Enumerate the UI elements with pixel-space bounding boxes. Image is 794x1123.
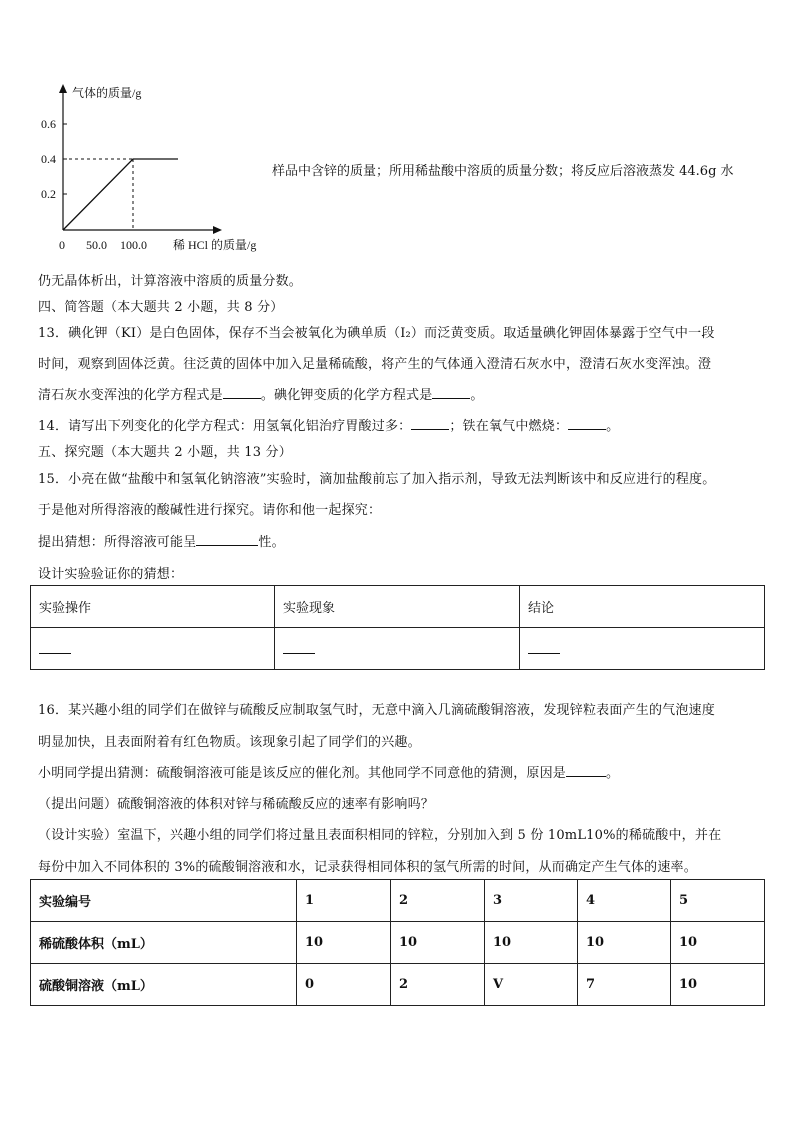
table-cell: 10 <box>671 964 765 1006</box>
question-15-line: 设计实验验证你的猜想： <box>38 567 184 582</box>
question-15-line <box>38 531 285 550</box>
answer-blank[interactable] <box>432 386 470 399</box>
table-cell: 5 <box>671 880 765 922</box>
table-cell <box>31 628 275 670</box>
y-tick-label: 0.4 <box>41 152 56 166</box>
answer-blank[interactable] <box>568 417 606 430</box>
answer-blank[interactable] <box>223 386 261 399</box>
table-cell: 10 <box>297 922 391 964</box>
section-heading: 四、简答题（本大题共 2 小题，共 8 分） <box>38 300 284 315</box>
y-tick-label: 0.6 <box>41 117 56 131</box>
table-cell: 3 <box>485 880 578 922</box>
data-series-line <box>63 159 178 230</box>
answer-blank[interactable] <box>411 417 449 430</box>
table-cell: 10 <box>671 922 765 964</box>
question-16-line: 明显加快，且表面附着有红色物质。该现象引起了同学们的兴趣。 <box>38 735 421 750</box>
x-tick-label: 50.0 <box>86 238 107 252</box>
question-13-line: 13．碘化钾（KI）是白色固体，保存不当会被氧化为碘单质（I₂）而泛黄变质。取适量碘化钾固体暴露于空气中一段 <box>38 326 715 341</box>
answer-blank[interactable] <box>196 533 258 546</box>
text-segment: 提出猜想：所得溶液可能呈 <box>38 535 197 550</box>
answer-blank[interactable] <box>528 640 560 654</box>
table-cell: 0 <box>297 964 391 1006</box>
table-cell: 10 <box>485 922 578 964</box>
table-cell: V <box>485 964 578 1006</box>
x-tick-label: 0 <box>59 238 65 252</box>
experiment-table <box>30 585 765 670</box>
table-cell <box>520 628 765 670</box>
text-segment: 14．请写出下列变化的化学方程式：用氢氧化铝治疗胃酸过多： <box>38 419 412 434</box>
text-segment: ；铁在氧气中燃烧： <box>449 419 569 434</box>
x-axis-arrow <box>213 226 222 234</box>
table-cell <box>275 628 520 670</box>
text-segment: 。 <box>606 419 620 434</box>
text-segment: 。 <box>606 766 620 781</box>
question-16-line: 16．某兴趣小组的同学们在做锌与硫酸反应制取氢气时，无意中滴入几滴硫酸铜溶液，发现锌粒表面产生的气泡速度 <box>38 703 715 718</box>
question-16-line <box>38 762 619 781</box>
table-header-cell: 实验现象 <box>275 586 520 628</box>
table-cell: 10 <box>578 922 671 964</box>
table-cell: 1 <box>297 880 391 922</box>
answer-blank[interactable] <box>566 764 606 777</box>
x-tick-label: 100.0 <box>120 238 147 252</box>
table-cell: 7 <box>578 964 671 1006</box>
section-heading: 五、探究题（本大题共 2 小题，共 13 分） <box>38 445 292 460</box>
table-cell: 2 <box>391 964 485 1006</box>
question-15-line: 15．小亮在做“盐酸中和氢氧化钠溶液”实验时，滴加盐酸前忘了加入指示剂，导致无法判断该中和反应进行的程度。 <box>38 472 716 487</box>
table-cell: 2 <box>391 880 485 922</box>
copper-sulfate-table <box>30 879 765 1006</box>
question-13-line: 时间，观察到固体泛黄。往泛黄的固体中加入足量稀硫酸，将产生的气体通入澄清石灰水中，澄清石灰水变浑浊。澄 <box>38 357 712 372</box>
y-tick-label: 0.2 <box>41 187 56 201</box>
table-cell: 10 <box>391 922 485 964</box>
question-13-line <box>38 384 484 403</box>
answer-blank[interactable] <box>283 640 315 654</box>
table-header-cell: 实验操作 <box>31 586 275 628</box>
question-16-line: 每份中加入不同体积的 3%的硫酸铜溶液和水，记录获得相同体积的氢气所需的时间，从而确定产生气体的速率。 <box>38 860 697 875</box>
text-segment: 清石灰水变浑浊的化学方程式是 <box>38 388 223 403</box>
text-segment: 小明同学提出猜测：硫酸铜溶液可能是该反应的催化剂。其他同学不同意他的猜测，原因是 <box>38 766 567 781</box>
table-cell: 4 <box>578 880 671 922</box>
gas-mass-graph <box>30 82 280 257</box>
question-16-line: （提出问题）硫酸铜溶液的体积对锌与稀硫酸反应的速率有影响吗？ <box>38 797 435 812</box>
table-cell: 实验编号 <box>31 880 297 922</box>
question-15-line: 于是他对所得溶液的酸碱性进行探究。请你和他一起探究： <box>38 503 382 518</box>
text-line: 仍无晶体析出，计算溶液中溶质的质量分数。 <box>38 274 303 289</box>
x-axis-label: 稀 HCl 的质量/g <box>173 238 257 252</box>
table-header-cell: 结论 <box>520 586 765 628</box>
text-segment: 性。 <box>258 535 285 550</box>
text-segment: 。碘化钾变质的化学方程式是 <box>260 388 433 403</box>
table-cell: 硫酸铜溶液（mL） <box>31 964 297 1006</box>
y-axis-label: 气体的质量/g <box>72 86 142 100</box>
text-segment: 。 <box>470 388 484 403</box>
table-cell: 稀硫酸体积（mL） <box>31 922 297 964</box>
graph-side-note: 样品中含锌的质量；所用稀盐酸中溶质的质量分数；将反应后溶液蒸发 44.6g 水 <box>272 164 734 179</box>
question-16-line: （设计实验）室温下，兴趣小组的同学们将过量且表面积相同的锌粒，分别加入到 5 份 10mL10%的稀硫酸中，并在 <box>38 828 722 843</box>
question-14-line <box>38 415 619 434</box>
answer-blank[interactable] <box>39 640 71 654</box>
y-axis-arrow <box>59 84 67 93</box>
